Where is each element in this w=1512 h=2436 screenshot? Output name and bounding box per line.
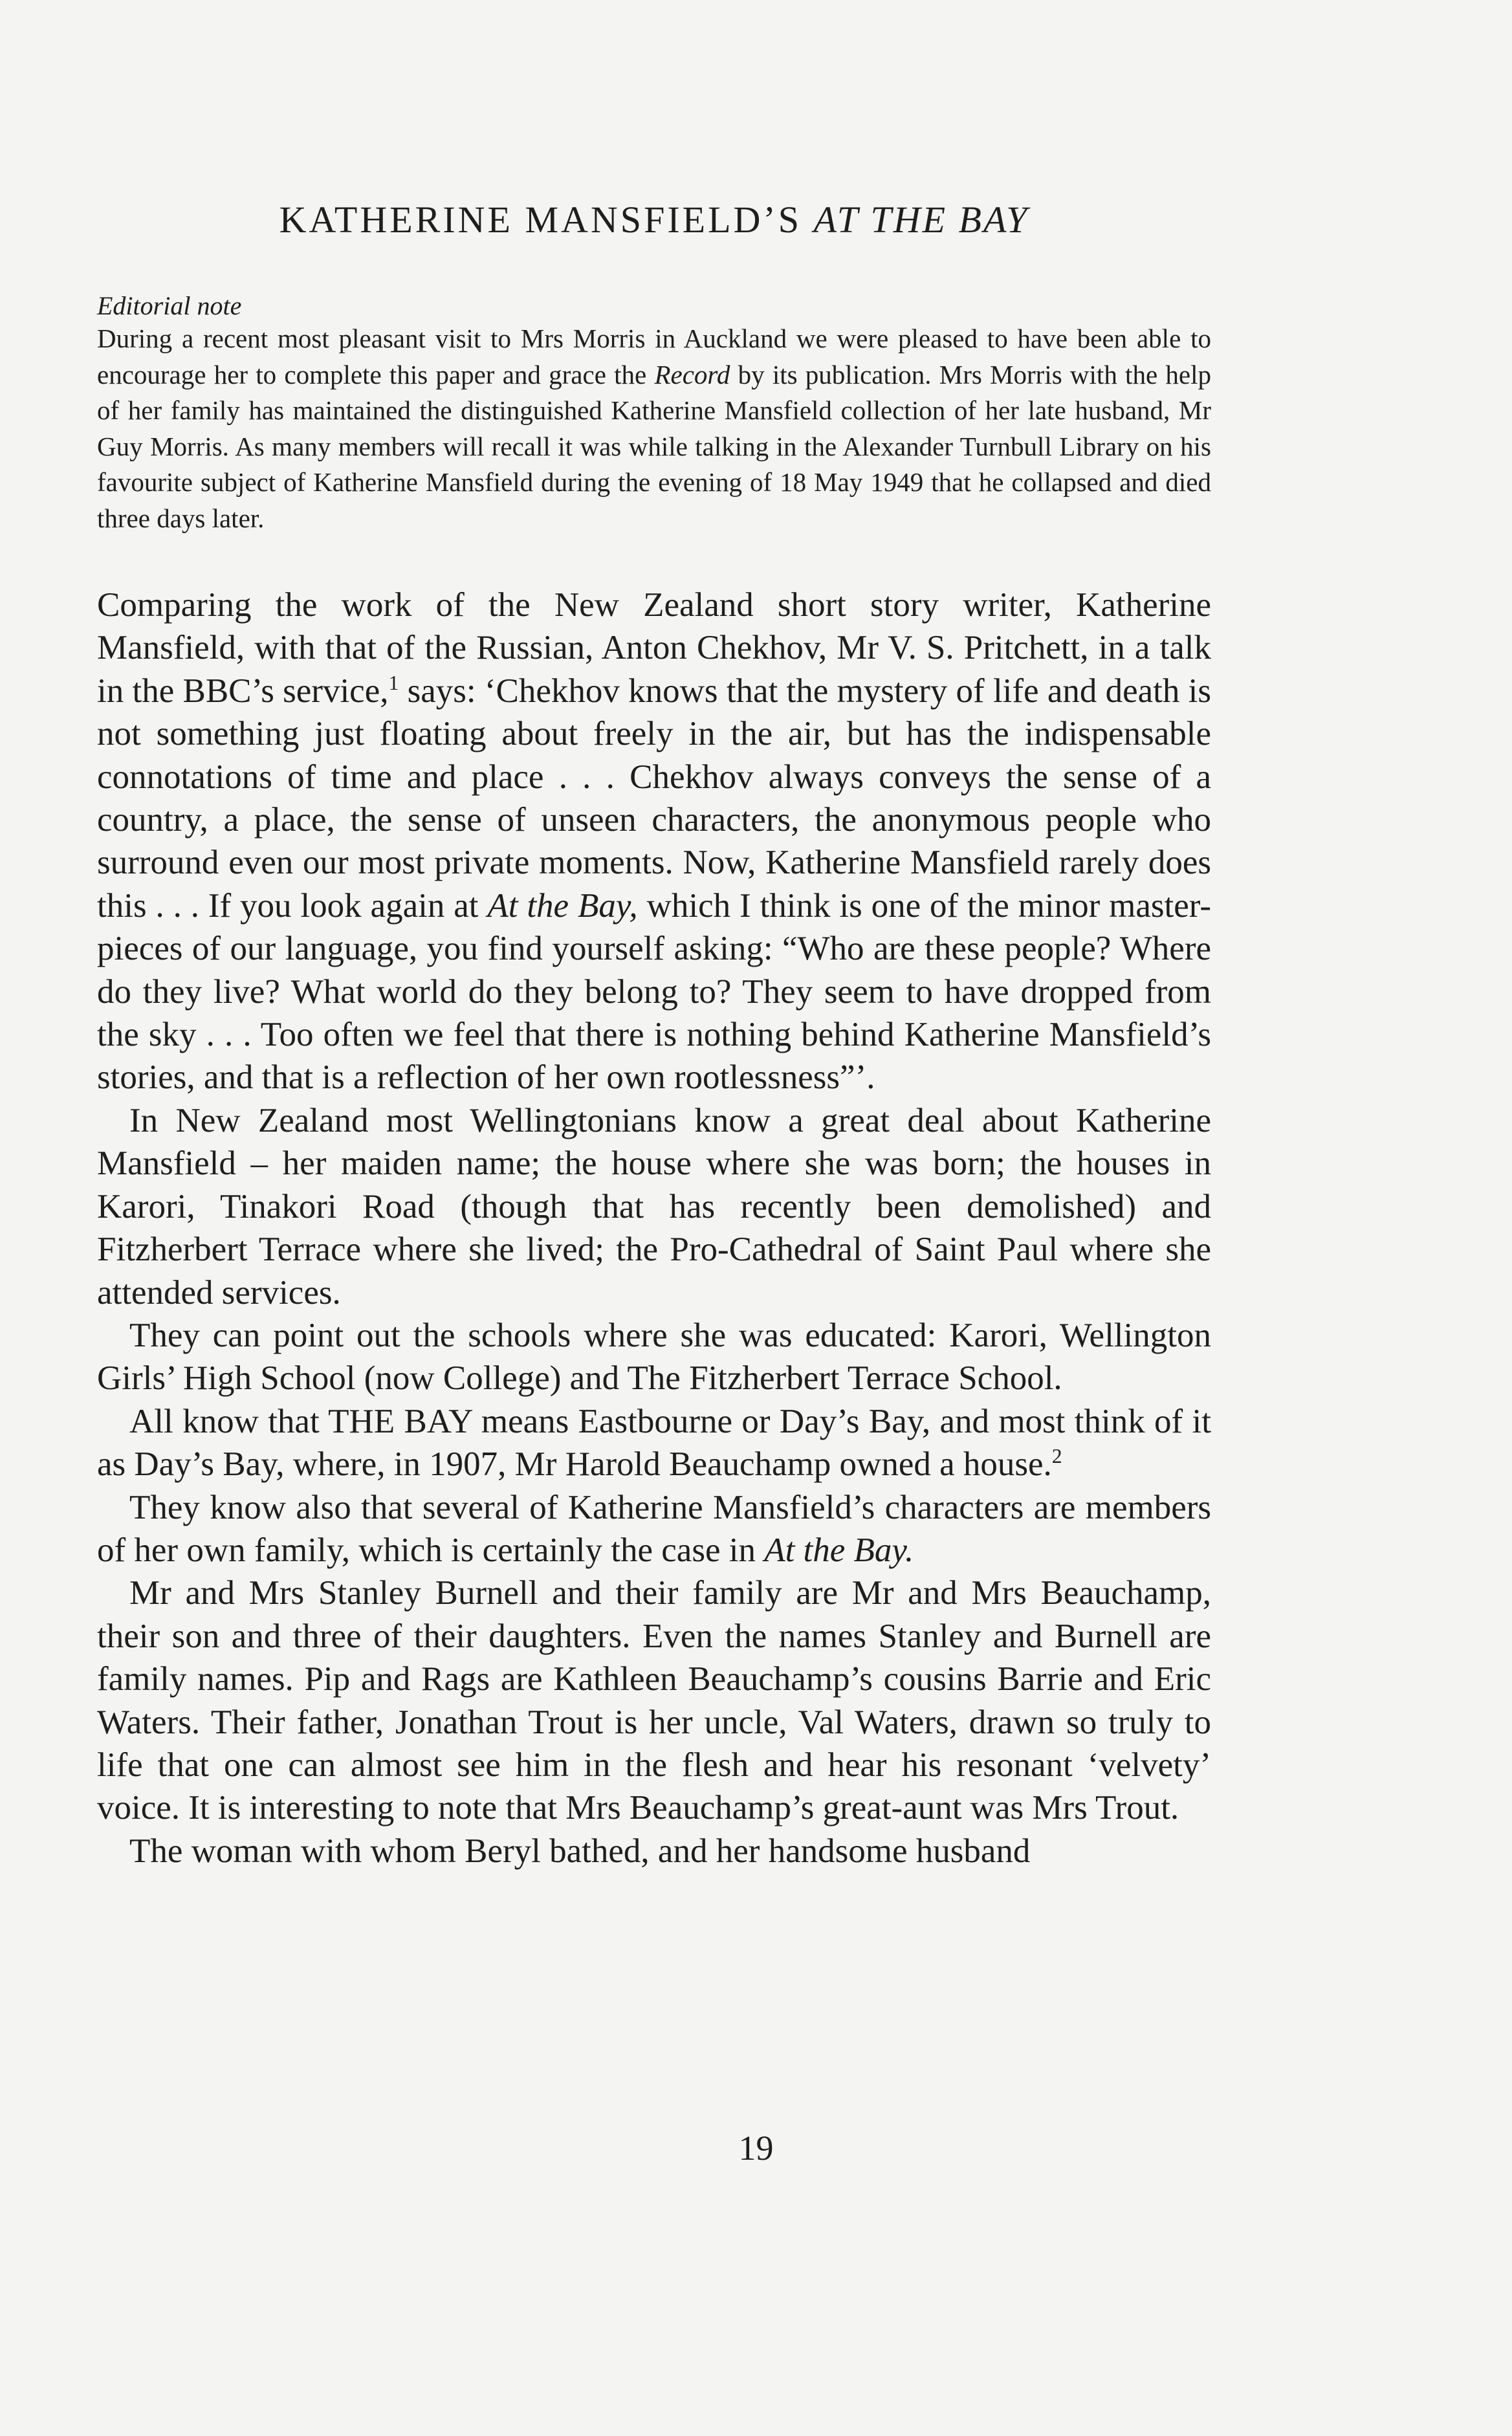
paragraph-2: In New Zealand most Wellingtonians know a great deal about Katherine Mansfield – her maiden name; the house where she was born; the houses in Karori, Tinakori Road (though that has recently been demolished) and Fitzherbert Terrace where she lived; the Pro-Cathedral of Saint Paul where she attended services. bbox=[97, 1101, 1211, 1311]
p5-italic-title: At the Bay. bbox=[764, 1531, 914, 1569]
paragraph-5 bbox=[97, 1486, 1211, 1572]
p1-part-b: says: ‘Chekhov knows that the mystery of life and death is not something just floating about freely in the air, but has the indispensable connotations of time and place . . . Chekhov always conveys the sense of a country, a place, the sense of unseen characters, the anonymous people who surround even our most private moments. Now, Katherine Mansfield rarely does this . . . If you look again at bbox=[97, 672, 1211, 925]
editorial-seg2: by its publication. Mrs Morris with the help of her family has maintained the distinguished Katherine Mansfield collection of her late husband, Mr Guy Morris. As many members will recall it was while talking in the Alexander Turnbull Library on his favourite subject of Katherine Mansfield during the evening of 18 May 1949 that he collapsed and died three days later. bbox=[97, 359, 1211, 533]
paragraph-4 bbox=[97, 1400, 1211, 1486]
p1-part-a: Comparing the work of the New Zealand short story writer, Katherine Mansfield, with that of the Russian, Anton Chekhov, Mr V. S. Pritchett, in a talk in the BBC’s service, bbox=[97, 586, 1211, 710]
editorial-record: Record bbox=[654, 359, 730, 390]
paragraph-1 bbox=[97, 584, 1211, 1099]
editorial-note-text bbox=[97, 321, 1211, 536]
article-body bbox=[97, 584, 1211, 1872]
paragraph-6: Mr and Mrs Stanley Burnell and their family are Mr and Mrs Beauchamp, their son and three of their daughters. Even the names Stanley and Burnell are family names. Pip and Rags are Kathleen Beauchamp’s cousins Barrie and Eric Waters. Their father, Jonathan Trout is her uncle, Val Waters, drawn so truly to life that one can almost see him in the flesh and hear his resonant ‘velvety’ voice. It is interesting to note that Mrs Beauchamp’s great-aunt was Mrs Trout. bbox=[97, 1574, 1211, 1827]
page-number: 19 bbox=[738, 2129, 774, 2167]
title-italic: AT THE BAY bbox=[813, 199, 1029, 241]
p5-text: They know also that several of Katherine Mansfield’s characters are members of her own family, which is certainly the case in bbox=[97, 1488, 1211, 1569]
footnote-ref-1: 1 bbox=[388, 671, 399, 694]
p1-italic-title: At the Bay, bbox=[487, 886, 638, 925]
paragraph-3: They can point out the schools where she was educated: Karori, Wellington Girls’ High School (now College) and The Fitzherbert Terrace School. bbox=[97, 1316, 1211, 1398]
editorial-seg1: During a recent most pleasant visit to Mrs Morris in Auckland we were pleased to have been able to encourage her to complete this paper and grace the bbox=[97, 324, 1211, 390]
p4-text: All know that THE BAY means Eastbourne or Day’s Bay, and most think of it as Day’s Bay, where, in 1907, Mr Harold Beauchamp owned a house. bbox=[97, 1402, 1211, 1484]
p1-part-c: which I think is one of the minor master-pieces of our language, you find yourself asking: “Who are these people? Where do they live? What world do they belong to? They seem to have dropped from the sky . . . Too often we feel that there is nothing behind Katherine Mansfield’s stories, and that is a reflection of her own rootlessness”’. bbox=[97, 886, 1212, 1097]
footnote-ref-2: 2 bbox=[1051, 1445, 1062, 1468]
title-main: KATHERINE MANSFIELD’S bbox=[279, 199, 814, 241]
article-title bbox=[97, 197, 1211, 243]
editorial-note-label: Editorial note bbox=[97, 291, 242, 320]
paragraph-7: The woman with whom Beryl bathed, and her handsome husband bbox=[129, 1832, 1031, 1870]
